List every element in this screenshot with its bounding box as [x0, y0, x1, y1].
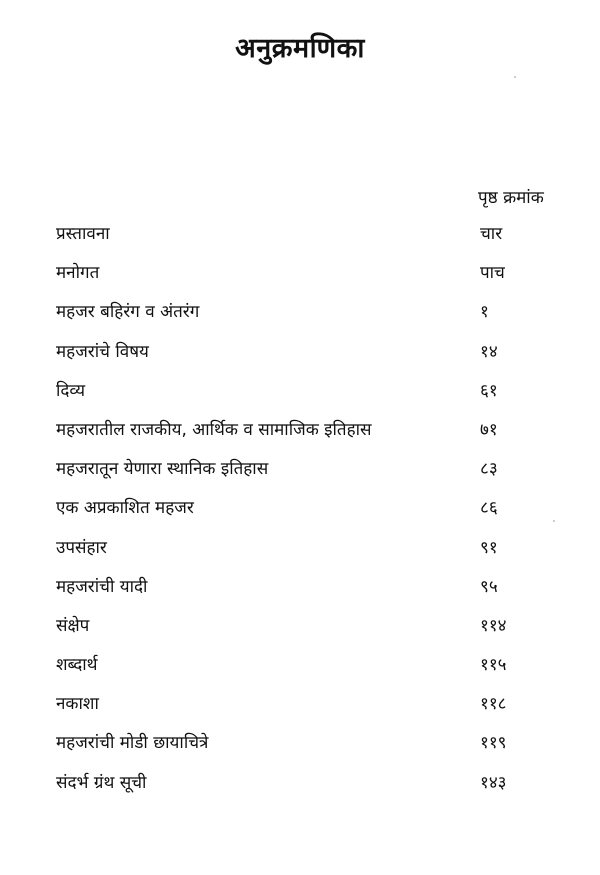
page-title: अनुक्रमणिका — [235, 33, 365, 64]
toc-entry-title: महजरांची मोडी छायाचित्रे — [56, 733, 209, 754]
toc-entry-page: चार — [480, 224, 503, 244]
toc-entry — [56, 652, 556, 691]
table-of-contents — [56, 221, 556, 809]
toc-entry-title: नकाशा — [56, 694, 99, 715]
toc-entry-page: ११८ — [480, 694, 507, 715]
toc-entry-page: ९५ — [480, 576, 498, 597]
toc-entry-title: महजरांची यादी — [56, 576, 148, 597]
toc-entry-title: महजरातील राजकीय, आर्थिक व सामाजिक इतिहास — [56, 419, 372, 440]
toc-entry — [56, 535, 556, 574]
paper-speck — [553, 520, 555, 522]
toc-entry-title: मनोगत — [56, 263, 100, 284]
toc-entry-title: प्रस्तावना — [56, 224, 110, 244]
toc-entry-title: शब्दार्थ — [56, 655, 98, 676]
toc-entry — [56, 339, 556, 378]
toc-entry-page: ८३ — [480, 459, 498, 480]
toc-entry — [56, 730, 556, 769]
toc-entry-title: उपसंहार — [56, 537, 107, 558]
toc-entry — [56, 221, 556, 260]
toc-entry-page: पाच — [480, 263, 505, 284]
toc-entry — [56, 495, 556, 534]
toc-entry-title: महजर बहिरंग व अंतरंग — [56, 302, 200, 323]
toc-entry-page: १४३ — [480, 772, 507, 793]
toc-entry — [56, 456, 556, 495]
toc-entry — [56, 770, 556, 809]
toc-entry-page: ११५ — [480, 655, 507, 676]
toc-entry-page: ११९ — [480, 733, 507, 754]
toc-entry — [56, 574, 556, 613]
toc-entry-page: ६१ — [480, 380, 498, 401]
toc-entry — [56, 613, 556, 652]
toc-entry-page: ९१ — [480, 537, 498, 558]
toc-entry-page: ८६ — [480, 498, 498, 519]
toc-entry-page: १४ — [480, 341, 498, 362]
toc-entry-title: महजरांचे विषय — [56, 341, 149, 362]
toc-entry-title: महजरातून येणारा स्थानिक इतिहास — [56, 459, 269, 480]
paper-speck — [514, 76, 516, 78]
toc-entry-title: संदर्भ ग्रंथ सूची — [56, 772, 147, 793]
toc-entry — [56, 260, 556, 299]
toc-entry-page: ७१ — [480, 419, 498, 440]
page-number-column-header: पृष्ठ क्रमांक — [478, 188, 544, 208]
toc-entry-title: एक अप्रकाशित महजर — [56, 498, 194, 519]
toc-entry-title: संक्षेप — [56, 615, 90, 636]
toc-entry-page: १ — [480, 302, 489, 323]
toc-entry — [56, 378, 556, 417]
toc-entry-title: दिव्य — [56, 380, 86, 401]
toc-entry — [56, 417, 556, 456]
toc-entry — [56, 691, 556, 730]
toc-entry — [56, 299, 556, 338]
toc-entry-page: ११४ — [480, 615, 507, 636]
